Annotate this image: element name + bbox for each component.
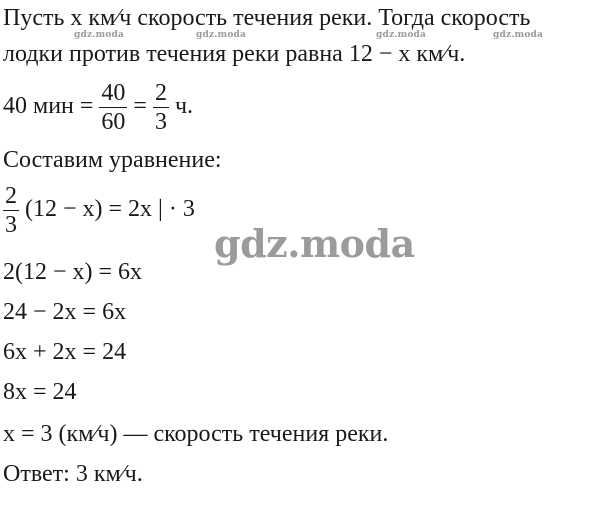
fraction-2-3-equation [3, 184, 19, 237]
text-line-9: 8x = 24 [3, 379, 77, 405]
fraction-bar [3, 210, 19, 211]
text-line-1: Пусть x км⁄ч скорость течения реки. Тогда скорость [3, 5, 531, 31]
fraction-bar [153, 107, 169, 108]
equation-rest: (12 − x) = 2x | · 3 [25, 196, 195, 223]
text-line-10: x = 3 (км⁄ч) — скорость течения реки. [3, 421, 389, 447]
text-line-8: 6x + 2x = 24 [3, 339, 127, 365]
fraction-bar [99, 107, 127, 108]
text-line-4: Составим уравнение: [3, 147, 222, 173]
fraction-denominator: 3 [5, 212, 17, 238]
watermark-small-2: gdz.moda [196, 30, 247, 40]
text-line-11: Ответ: 3 км⁄ч. [3, 461, 143, 487]
hours-unit: ч. [174, 93, 194, 119]
fraction-denominator: 60 [101, 108, 126, 135]
watermark-large: gdz.moda [214, 221, 415, 266]
text-line-6: 2(12 − x) = 6x [3, 259, 143, 285]
fraction-denominator: 3 [154, 108, 167, 135]
equals-sign: = [133, 93, 153, 119]
text-line-3 [3, 80, 193, 134]
minutes-label: 40 мин = [3, 93, 100, 119]
watermark-small-3: gdz.moda [376, 30, 427, 40]
fraction-numerator: 40 [101, 79, 126, 106]
fraction-2-3 [153, 81, 169, 134]
text-line-5 [3, 184, 195, 237]
text-line-7: 24 − 2x = 6x [3, 299, 127, 325]
fraction-numerator: 2 [154, 79, 167, 106]
watermark-small-1: gdz.moda [74, 30, 125, 40]
fraction-numerator: 2 [5, 183, 17, 209]
watermark-small-4: gdz.moda [493, 30, 544, 40]
fraction-40-60 [99, 81, 127, 134]
text-line-2: лодки против течения реки равна 12 − x км⁄ч. [3, 41, 466, 67]
